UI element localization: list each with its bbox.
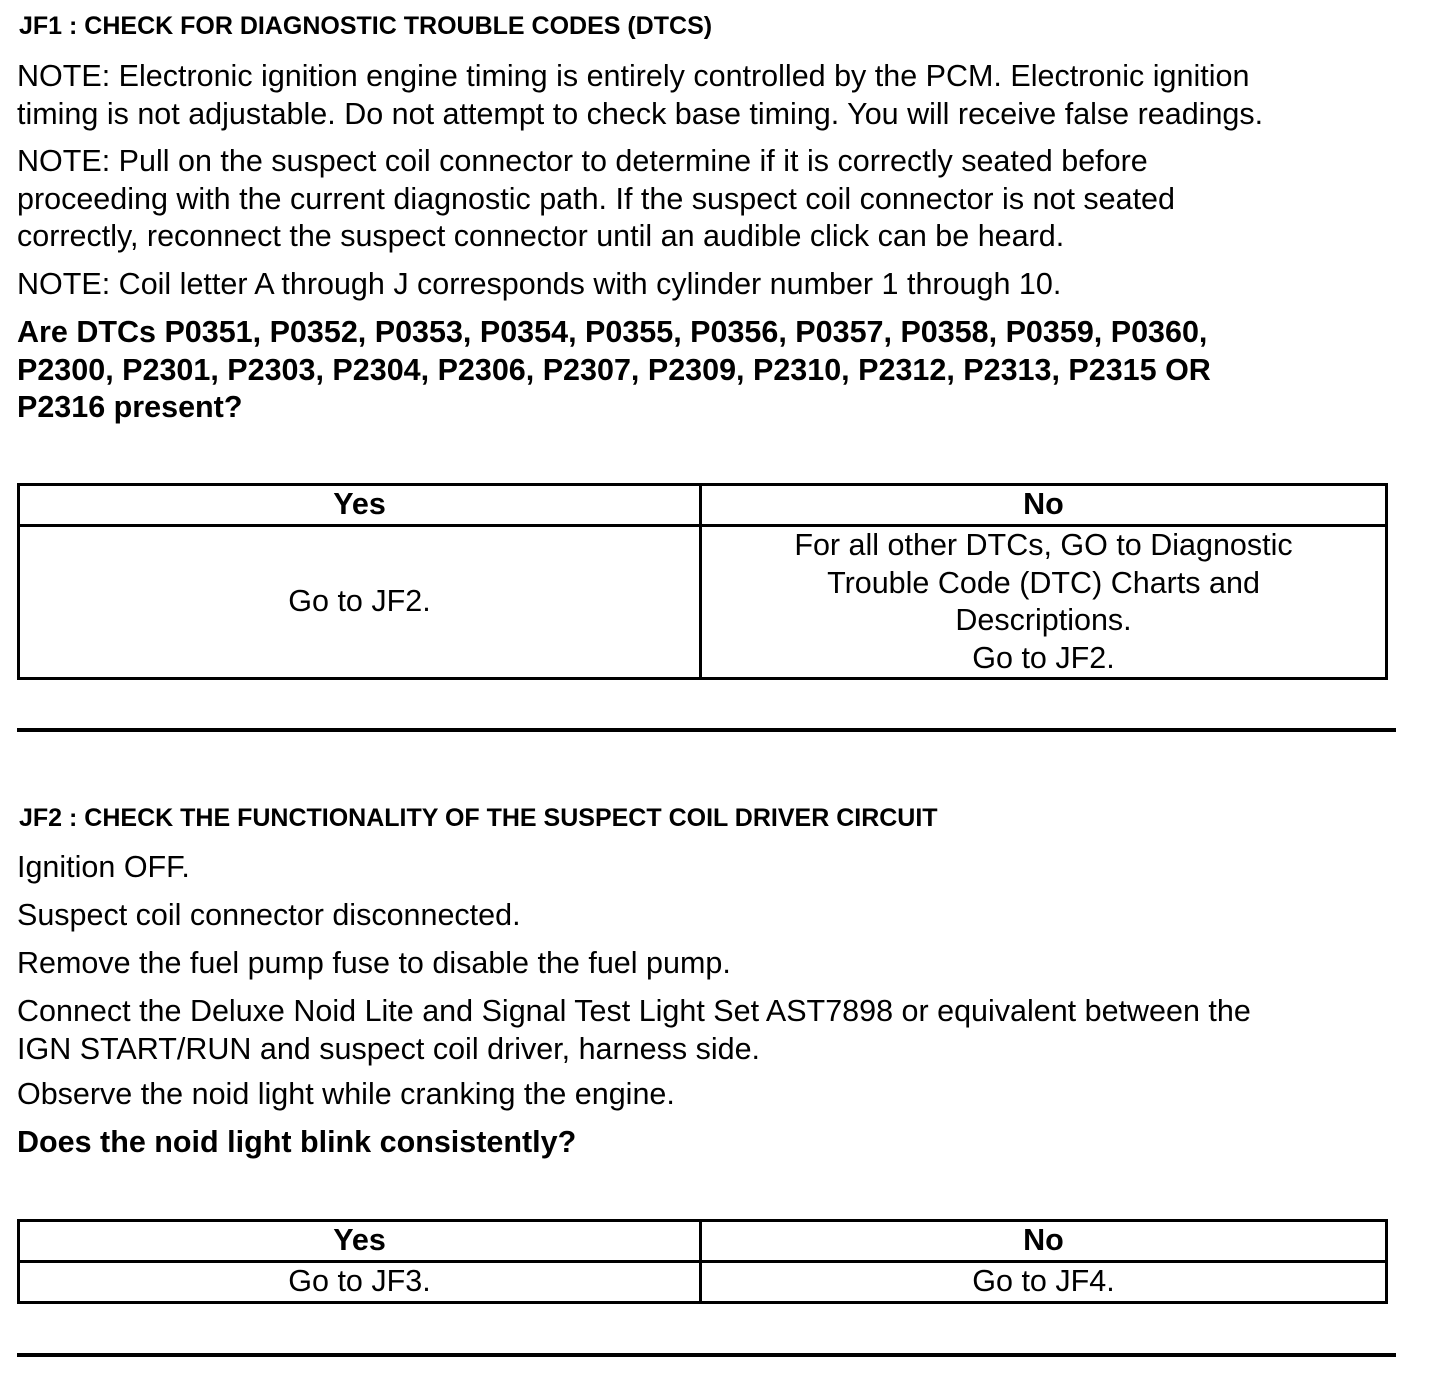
step-observe-noid-light: Observe the noid light while cranking the engine. [17, 1077, 675, 1111]
table-header-row [19, 485, 1387, 526]
yes-cell: Go to JF2. [19, 526, 701, 679]
no-header: No [701, 1221, 1387, 1262]
yes-cell: Go to JF3. [19, 1262, 701, 1303]
question-noid-blink: Does the noid light blink consistently? [17, 1125, 577, 1159]
decision-table-jf2 [17, 1219, 1388, 1304]
section-divider [17, 728, 1396, 732]
no-cell: For all other DTCs, GO to Diagnostic Trouble Code (DTC) Charts and Descriptions. Go to JF2. [701, 526, 1387, 679]
note-coil-connector: NOTE: Pull on the suspect coil connector to determine if it is correctly seated before proceeding with the current diagnostic path. If the suspect coil connector is not seated correctly, reconnect the suspect connector until an audible click can be heard. [17, 144, 1175, 253]
yes-header: Yes [19, 1221, 701, 1262]
yes-header: Yes [19, 485, 701, 526]
step-remove-fuse: Remove the fuel pump fuse to disable the fuel pump. [17, 946, 731, 980]
step-connect-noid-lite: Connect the Deluxe Noid Lite and Signal Test Light Set AST7898 or equivalent between the IGN START/RUN and suspect coil driver, harness side. [17, 994, 1251, 1066]
section-divider [17, 1353, 1396, 1357]
question-dtcs-present: Are DTCs P0351, P0352, P0353, P0354, P0355, P0356, P0357, P0358, P0359, P0360, P2300, P2301, P2303, P2304, P2306, P2307, P2309, P2310, P2312, P2313, P2315 OR P2316 present? [17, 315, 1211, 424]
section-heading-jf1: JF1 : CHECK FOR DIAGNOSTIC TROUBLE CODES (DTCS) [19, 12, 713, 40]
note-ignition-timing: NOTE: Electronic ignition engine timing is entirely controlled by the PCM. Electronic ignition timing is not adjustable. Do not attempt to check base timing. You will receive false readings. [17, 59, 1264, 131]
step-ignition-off: Ignition OFF. [17, 850, 190, 884]
table-row [19, 1262, 1387, 1303]
decision-table-jf1 [17, 483, 1388, 680]
note-coil-letters: NOTE: Coil letter A through J corresponds with cylinder number 1 through 10. [17, 267, 1062, 301]
table-header-row [19, 1221, 1387, 1262]
no-header: No [701, 485, 1387, 526]
no-cell: Go to JF4. [701, 1262, 1387, 1303]
step-coil-disconnected: Suspect coil connector disconnected. [17, 898, 521, 932]
table-row [19, 526, 1387, 679]
section-heading-jf2: JF2 : CHECK THE FUNCTIONALITY OF THE SUSPECT COIL DRIVER CIRCUIT [19, 804, 938, 832]
